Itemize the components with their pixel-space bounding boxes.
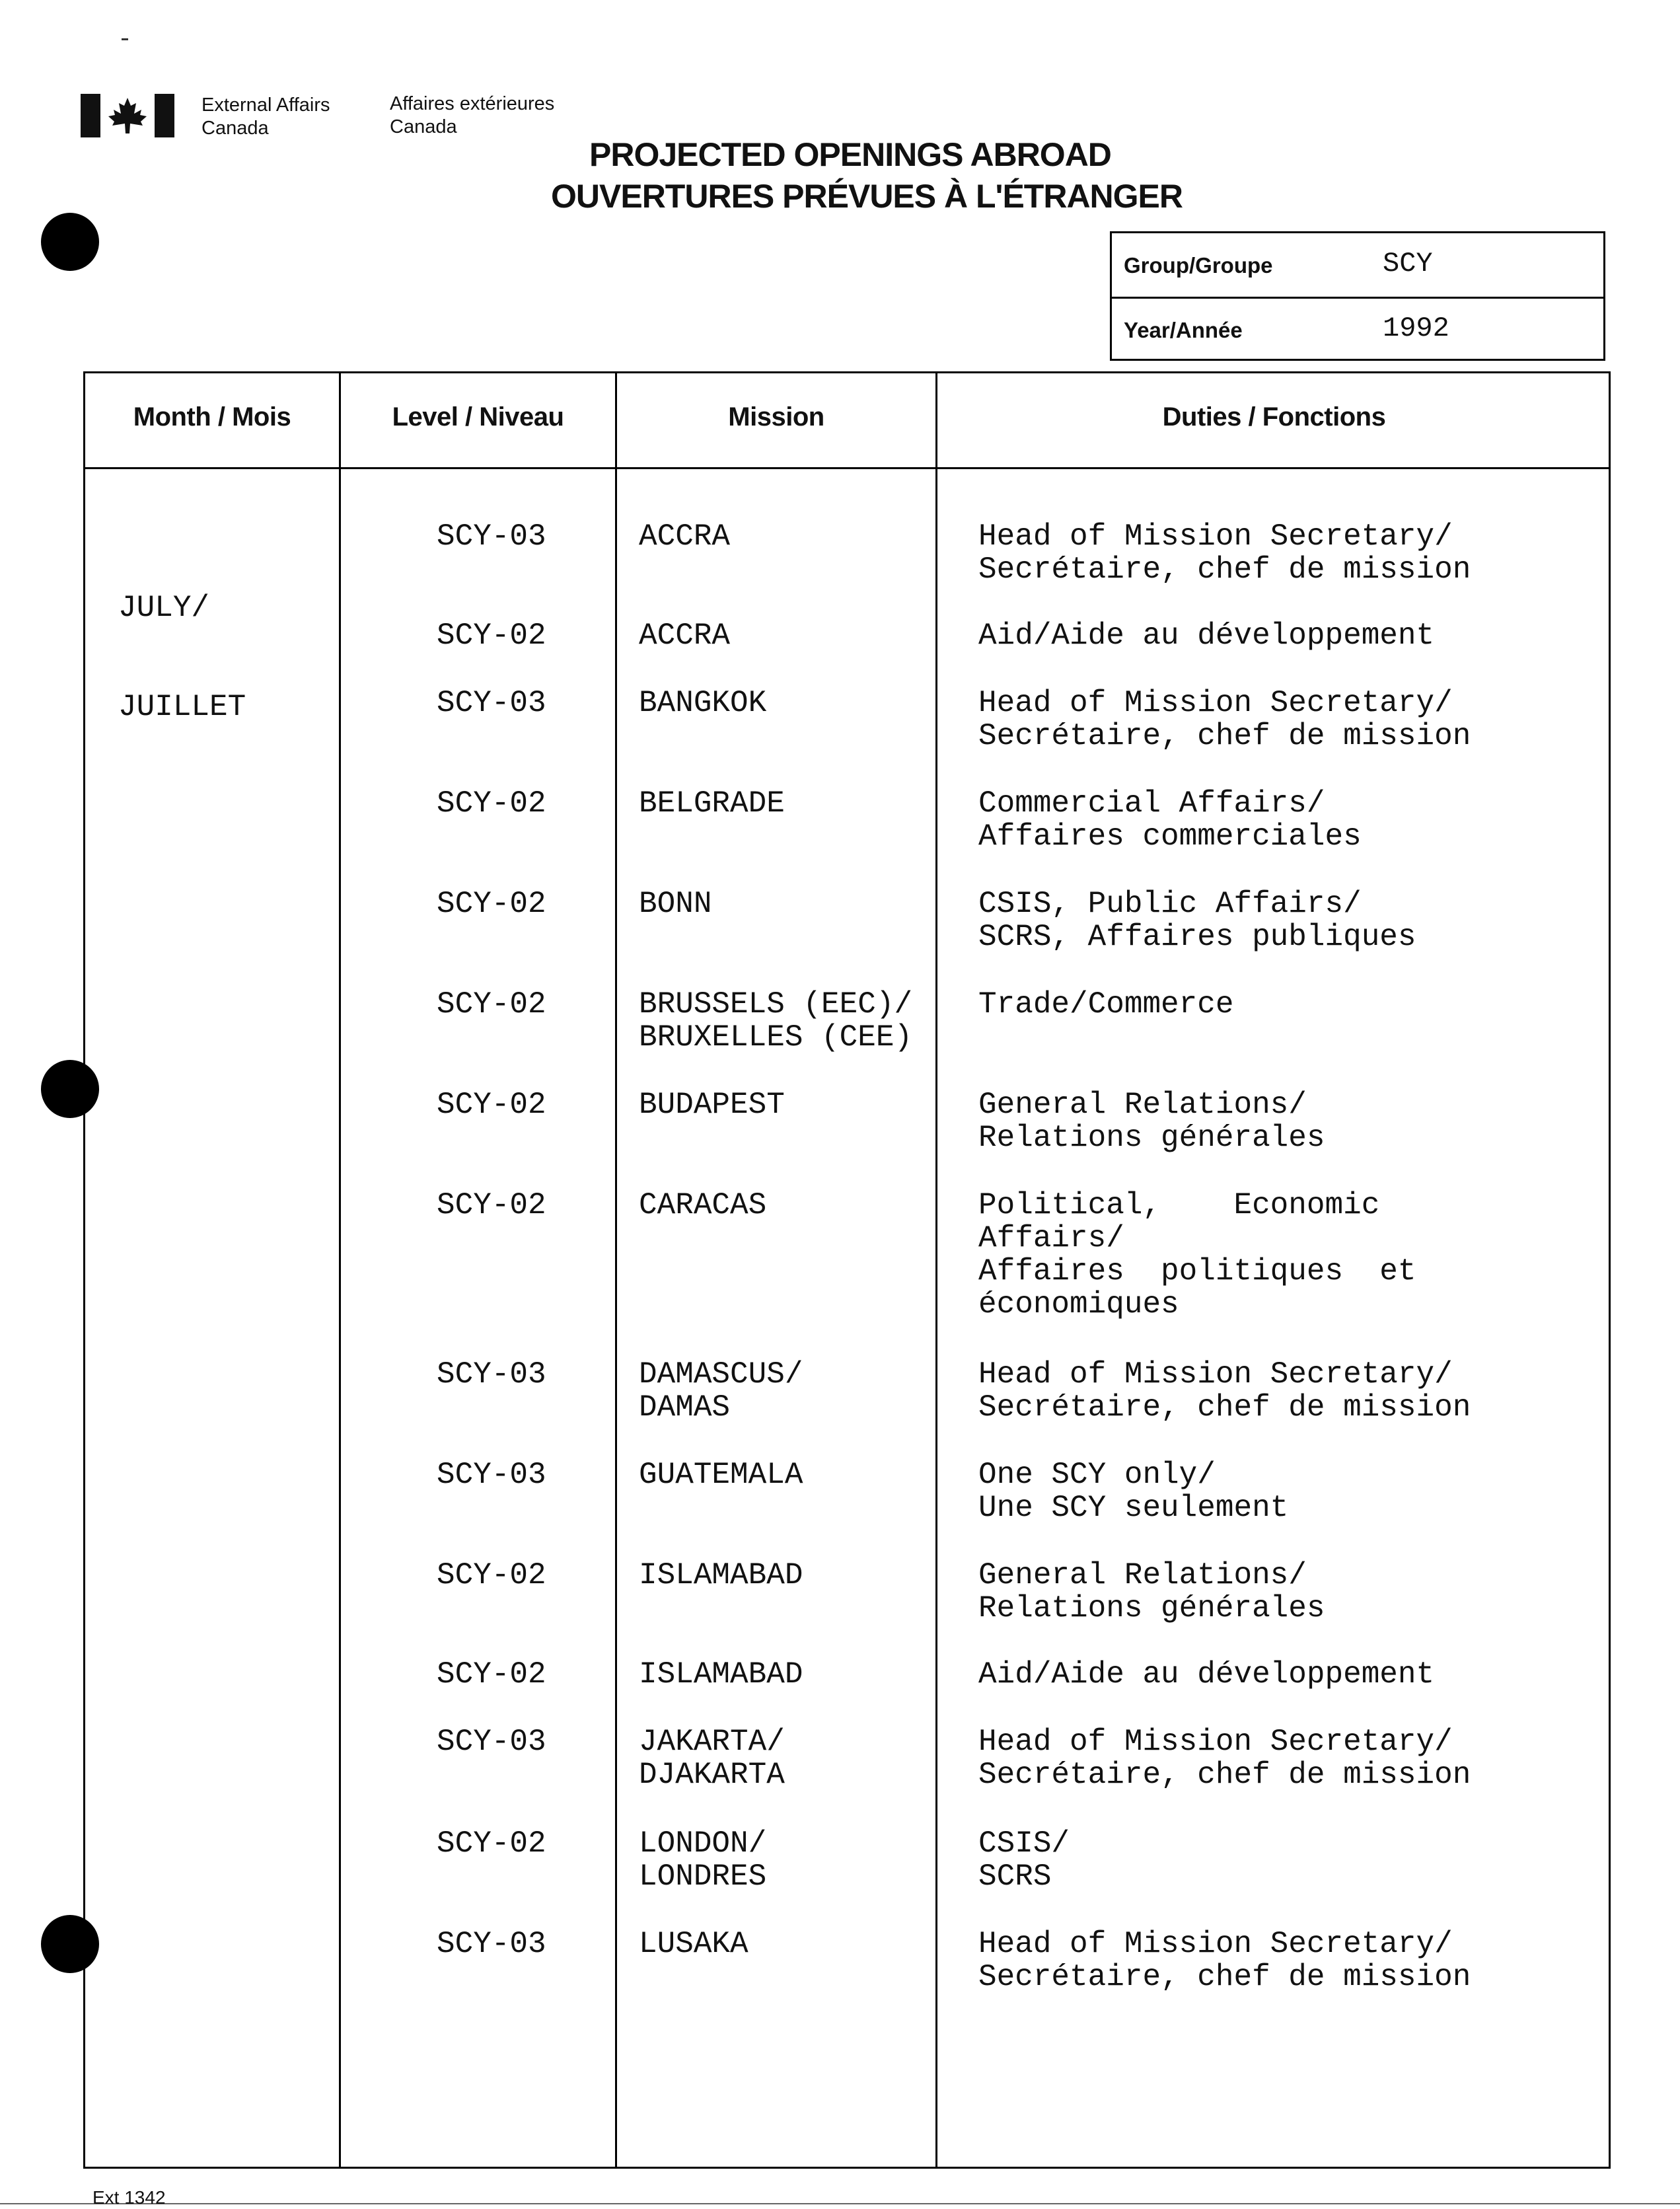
duties-cell (978, 1658, 1434, 1691)
canada-flag-logo (81, 94, 174, 137)
mission-cell (639, 1189, 766, 1222)
level-cell: SCY-03 (437, 1458, 546, 1492)
column-divider (615, 373, 617, 2167)
duties-line: Commercial Affairs/ (978, 786, 1325, 821)
duties-line: Relations générales (978, 1121, 1325, 1155)
duties-cell (978, 1458, 1288, 1524)
duties-line: économiques (978, 1287, 1179, 1322)
duties-line: One SCY only/ (978, 1458, 1216, 1492)
column-header-duties: Duties / Fonctions (1162, 402, 1386, 431)
duties-line: SCRS (978, 1859, 1052, 1894)
mission-line: BUDAPEST (639, 1088, 785, 1122)
level-cell: SCY-03 (437, 519, 546, 554)
header-divider (85, 467, 1609, 469)
level-cell: SCY-03 (437, 1725, 546, 1759)
duties-line: Affaires commerciales (978, 819, 1362, 854)
department-name-english (201, 94, 330, 140)
duties-cell (978, 887, 1416, 954)
mission-cell (639, 1358, 803, 1424)
duties-cell (978, 1827, 1070, 1893)
year-value: 1992 (1383, 313, 1449, 344)
duties-line: Secrétaire, chef de mission (978, 552, 1471, 587)
duties-line: Aid/Aide au développement (978, 618, 1435, 653)
level-cell: SCY-02 (437, 1826, 546, 1861)
duties-cell (978, 787, 1362, 853)
mission-line: ISLAMABAD (639, 1558, 803, 1592)
level-cell: SCY-02 (437, 1558, 546, 1592)
mission-cell (639, 1827, 766, 1893)
duties-line: Head of Mission Secretary/ (978, 1357, 1453, 1392)
year-label: Year/Année (1124, 318, 1243, 342)
mission-cell (639, 1088, 785, 1121)
group-value: SCY (1383, 248, 1433, 280)
dept-fr-line1: Affaires extérieures (390, 93, 555, 114)
column-header-month: Month / Mois (133, 402, 291, 431)
level-cell: SCY-03 (437, 1927, 546, 1961)
mission-cell (639, 520, 730, 553)
level-cell: SCY-02 (437, 618, 546, 653)
mission-cell (639, 1559, 803, 1592)
duties-cell (978, 1725, 1471, 1791)
duties-line: General Relations/ (978, 1088, 1307, 1122)
mission-line: CARACAS (639, 1188, 767, 1222)
mission-cell (639, 988, 912, 1054)
duties-line: Political, Economic (978, 1188, 1380, 1222)
duties-line: Head of Mission Secretary/ (978, 519, 1453, 554)
duties-line: Une SCY seulement (978, 1491, 1289, 1525)
duties-line: Affairs/ (978, 1221, 1124, 1255)
duties-cell (978, 619, 1434, 652)
scan-mark (122, 38, 128, 40)
column-divider (339, 373, 341, 2167)
duties-cell (978, 988, 1233, 1021)
dept-en-line1: External Affairs (201, 94, 330, 116)
level-cell: SCY-03 (437, 686, 546, 720)
duties-cell (978, 1189, 1416, 1321)
column-header-mission: Mission (728, 402, 824, 431)
mission-cell (639, 787, 785, 820)
level-cell: SCY-02 (437, 987, 546, 1022)
mission-line: GUATEMALA (639, 1458, 803, 1492)
duties-line: Head of Mission Secretary/ (978, 1927, 1453, 1961)
level-cell: SCY-02 (437, 1188, 546, 1222)
duties-line: Secrétaire, chef de mission (978, 1390, 1471, 1425)
month-line: JUILLET (118, 690, 246, 724)
duties-line: Secrétaire, chef de mission (978, 719, 1471, 753)
duties-cell (978, 1559, 1325, 1625)
duties-cell (978, 1088, 1325, 1154)
duties-line: Relations générales (978, 1591, 1325, 1626)
form-number: Ext 1342 (92, 2187, 166, 2208)
level-cell: SCY-02 (437, 786, 546, 821)
mission-line: LUSAKA (639, 1927, 749, 1961)
dept-en-line2: Canada (201, 118, 269, 139)
duties-line: Affaires politiques et (978, 1254, 1416, 1289)
mission-line: LONDRES (639, 1859, 767, 1894)
duties-cell (978, 520, 1471, 586)
column-divider (935, 373, 937, 2167)
duties-line: Secrétaire, chef de mission (978, 1960, 1471, 1994)
duties-line: Trade/Commerce (978, 987, 1234, 1022)
mission-line: ACCRA (639, 618, 731, 653)
mission-cell (639, 1725, 785, 1791)
duties-line: Secrétaire, chef de mission (978, 1758, 1471, 1792)
level-cell: SCY-02 (437, 887, 546, 921)
mission-cell (639, 619, 730, 652)
mission-line: LONDON/ (639, 1826, 767, 1861)
title-english: PROJECTED OPENINGS ABROAD (589, 136, 1111, 173)
mission-line: BONN (639, 887, 712, 921)
year-row (1112, 298, 1603, 361)
mission-cell (639, 887, 712, 920)
duties-line: General Relations/ (978, 1558, 1307, 1592)
group-row (1112, 233, 1603, 299)
mission-cell (639, 687, 766, 720)
group-year-box (1110, 231, 1605, 361)
level-cell: SCY-02 (437, 1657, 546, 1692)
duties-line: SCRS, Affaires publiques (978, 920, 1416, 954)
mission-line: BRUXELLES (CEE) (639, 1020, 913, 1055)
mission-line: DJAKARTA (639, 1758, 785, 1792)
mission-line: ACCRA (639, 519, 731, 554)
duties-line: Aid/Aide au développement (978, 1657, 1435, 1692)
duties-line: CSIS/ (978, 1826, 1070, 1861)
mission-line: BELGRADE (639, 786, 785, 821)
duties-cell (978, 687, 1471, 753)
duties-cell (978, 1928, 1471, 1994)
title-french: OUVERTURES PRÉVUES À L'ÉTRANGER (551, 178, 1183, 215)
duties-line: Head of Mission Secretary/ (978, 686, 1453, 720)
department-name-french (390, 93, 554, 139)
mission-cell (639, 1658, 803, 1691)
month-cell (118, 525, 246, 790)
level-cell: SCY-03 (437, 1357, 546, 1392)
duties-line: Head of Mission Secretary/ (978, 1725, 1453, 1759)
punch-hole-top (41, 213, 99, 271)
dept-fr-line2: Canada (390, 116, 457, 137)
mission-line: BRUSSELS (EEC)/ (639, 987, 913, 1022)
mission-line: DAMASCUS/ (639, 1357, 803, 1392)
column-header-level: Level / Niveau (392, 402, 564, 431)
footer-rule (0, 2203, 1680, 2204)
month-line: JULY/ (118, 591, 210, 625)
mission-line: BANGKOK (639, 686, 767, 720)
duties-line: CSIS, Public Affairs/ (978, 887, 1362, 921)
mission-cell (639, 1928, 749, 1961)
group-label: Group/Groupe (1124, 253, 1273, 278)
mission-line: ISLAMABAD (639, 1657, 803, 1692)
mission-line: JAKARTA/ (639, 1725, 785, 1759)
mission-line: DAMAS (639, 1390, 731, 1425)
mission-cell (639, 1458, 803, 1491)
duties-cell (978, 1358, 1471, 1424)
level-cell: SCY-02 (437, 1088, 546, 1122)
openings-table (83, 371, 1611, 2169)
